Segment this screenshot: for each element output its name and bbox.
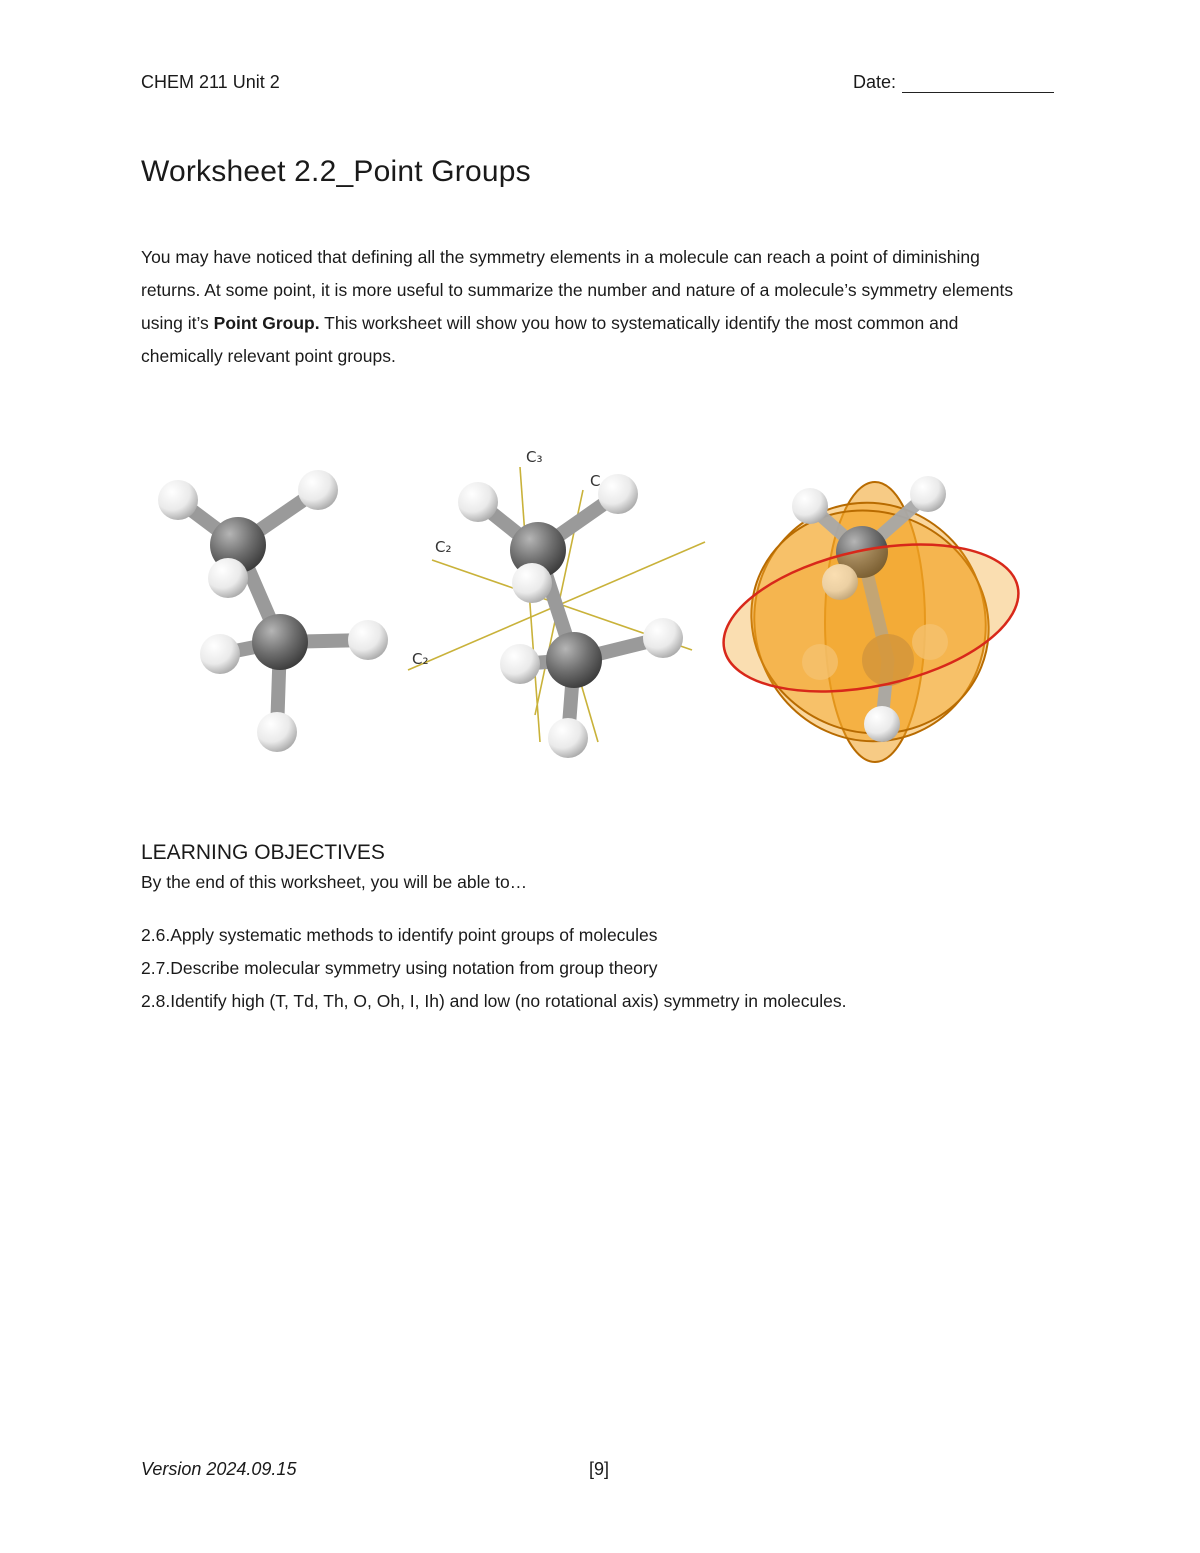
objective-item — [141, 919, 847, 952]
objectives-intro: By the end of this worksheet, you will be able to… — [141, 872, 528, 892]
hydrogen-atom — [208, 558, 248, 598]
version-footer: Version 2024.09.15 — [141, 1459, 297, 1479]
hydrogen-atom — [512, 563, 552, 603]
ethane-symmetry-figure — [140, 432, 1040, 772]
ethane-molecule — [158, 470, 388, 752]
c3-axis-line — [520, 467, 540, 742]
ethane-mirror-planes — [710, 468, 1032, 772]
objective-item — [141, 952, 847, 985]
c3-label: C₃ — [526, 448, 543, 466]
objective-number: 2.6. — [141, 925, 171, 945]
date-blank-line — [902, 75, 1054, 93]
horizontal-mirror-plane — [710, 520, 1032, 715]
intro-paragraph — [141, 241, 1021, 373]
date-label: Date: — [853, 72, 897, 92]
hydrogen-atom — [158, 480, 198, 520]
objective-text: Apply systematic methods to identify point groups of molecules — [170, 925, 658, 945]
objective-text: Describe molecular symmetry using notation from group theory — [170, 958, 658, 978]
intro-text-before: You may have noticed that defining all the symmetry elements in a molecule can reach a point of diminishing returns. At some point, it is more useful to summarize the number and nature of a molecule’s symmetry elements using it’s — [141, 247, 1014, 333]
ethane-rotation-axes — [408, 448, 705, 758]
objective-item — [141, 985, 847, 1018]
worksheet-title: Worksheet 2.2_Point Groups — [141, 155, 531, 188]
objective-number: 2.8. — [141, 991, 171, 1011]
c-label: C — [590, 472, 601, 490]
objective-text: Identify high (T, Td, Th, O, Oh, I, Ih) and low (no rotational axis) symmetry in molecules. — [170, 991, 847, 1011]
hydrogen-atom — [643, 618, 683, 658]
page-number: [9] — [589, 1459, 610, 1479]
hydrogen-atom — [792, 488, 828, 524]
objectives-list — [141, 919, 847, 1018]
hydrogen-atom — [598, 474, 638, 514]
hydrogen-atom — [348, 620, 388, 660]
course-header: CHEM 211 Unit 2 — [141, 72, 280, 92]
hydrogen-atom — [500, 644, 540, 684]
carbon-atom — [252, 614, 308, 670]
date-field — [853, 72, 1054, 93]
objectives-heading: LEARNING OBJECTIVES — [141, 841, 385, 864]
hydrogen-atom — [458, 482, 498, 522]
intro-text-after: This worksheet will show you how to systematically identify the most common and chemically relevant point groups. — [141, 313, 959, 366]
c2-label-upper: C₂ — [435, 538, 452, 556]
carbon-atom — [546, 632, 602, 688]
hydrogen-atom — [864, 706, 900, 742]
c2-label-lower: C₂ — [412, 650, 429, 668]
hydrogen-atom — [910, 476, 946, 512]
hydrogen-atom — [257, 712, 297, 752]
intro-bold-term: Point Group. — [213, 313, 320, 333]
hydrogen-atom — [548, 718, 588, 758]
objective-number: 2.7. — [141, 958, 171, 978]
hydrogen-atom — [298, 470, 338, 510]
hydrogen-atom — [200, 634, 240, 674]
